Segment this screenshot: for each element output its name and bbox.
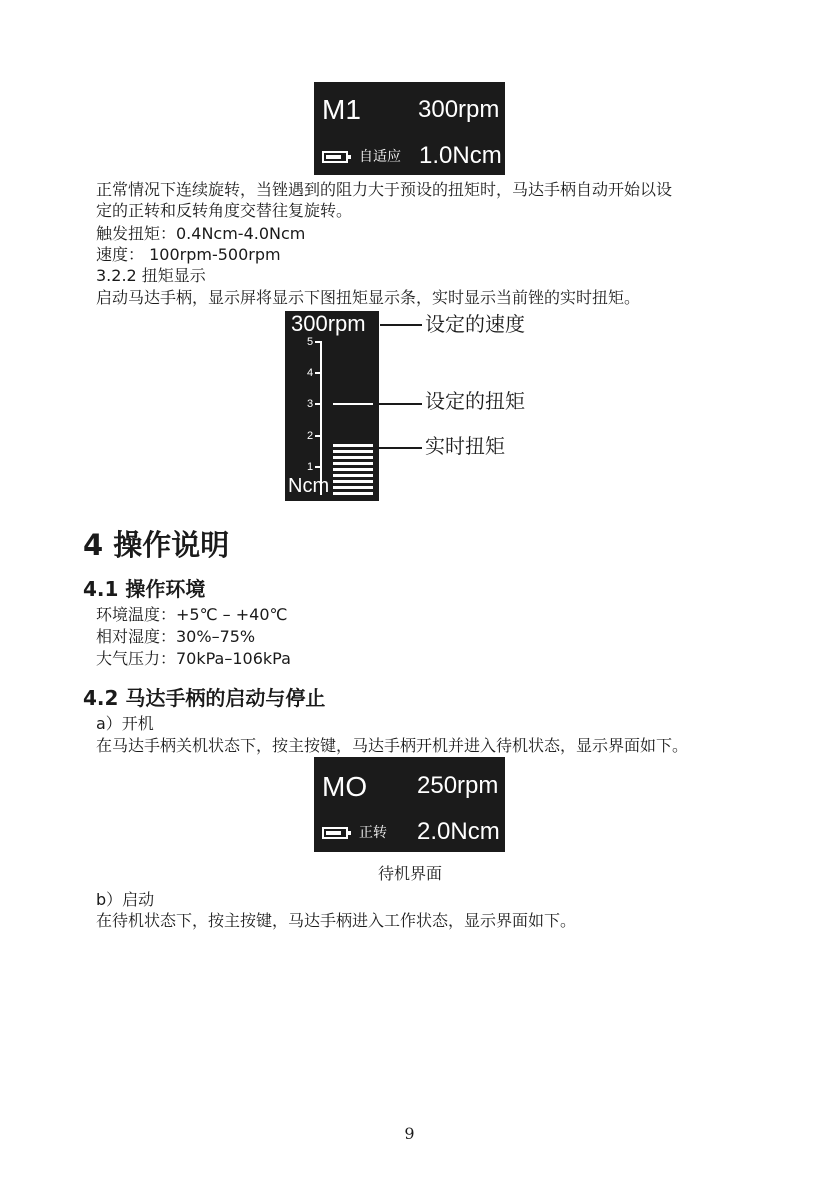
torque-bar-segment <box>333 456 373 459</box>
battery-icon <box>322 827 348 839</box>
heading-4-2: 4.2 马达手柄的启动与停止 <box>83 686 326 710</box>
callout-line-realtime <box>374 447 422 449</box>
env-humidity: 相对湿度：30%–75% <box>96 627 256 646</box>
heading-4: 4 操作说明 <box>83 528 230 562</box>
callout-line-speed <box>380 324 422 326</box>
lcd-display-standby <box>314 757 505 852</box>
heading-4-1: 4.1 操作环境 <box>83 577 206 601</box>
callout-set-torque: 设定的扭矩 <box>425 389 525 413</box>
step-b-label: b）启动 <box>96 890 155 909</box>
trigger-torque: 触发扭矩：0.4Ncm-4.0Ncm <box>96 224 306 243</box>
speed-value: 250rpm <box>417 772 499 799</box>
torque-bar-segment <box>333 450 373 453</box>
scale-tick-label: 2 <box>307 429 314 442</box>
standby-caption: 待机界面 <box>377 864 442 883</box>
callout-line-set-torque <box>374 403 422 405</box>
torque-value: 2.0Ncm <box>417 818 500 845</box>
torque-display-unit: Ncm <box>288 475 330 497</box>
torque-bar-segment <box>333 474 373 477</box>
torque-bar-segment <box>333 462 373 465</box>
realtime-torque-bars <box>285 311 379 501</box>
direction-label: 正转 <box>359 825 387 841</box>
section-heading-322: 3.2.2 扭矩显示 <box>96 266 206 285</box>
callout-set-speed: 设定的速度 <box>425 312 525 336</box>
page-number: 9 <box>404 1124 415 1143</box>
scale-tick-label: 1 <box>307 461 314 473</box>
torque-bar-segment <box>333 468 373 471</box>
scale-tick-label: 4 <box>307 367 314 380</box>
torque-display-panel <box>285 311 379 501</box>
scale-tick-label: 5 <box>307 335 314 348</box>
torque-value: 1.0Ncm <box>419 142 502 169</box>
paragraph-line: 启动马达手柄，显示屏将显示下图扭矩显示条，实时显示当前锉的实时扭矩。 <box>96 288 641 307</box>
step-a-label: a）开机 <box>96 714 154 733</box>
torque-display-speed: 300rpm <box>291 311 366 336</box>
mode-label: M1 <box>322 94 361 125</box>
callout-realtime-torque: 实时扭矩 <box>425 434 505 458</box>
env-pressure: 大气压力：70kPa–106kPa <box>96 649 291 668</box>
battery-icon <box>322 151 348 163</box>
env-temperature: 环境温度：+5℃ – +40℃ <box>96 605 288 624</box>
paragraph-line: 正常情况下连续旋转，当锉遇到的阻力大于预设的扭矩时，马达手柄自动开始以设 <box>96 180 673 199</box>
mode-label: MO <box>322 771 368 802</box>
torque-bar-segment <box>333 492 373 495</box>
lcd-display-m1 <box>314 82 505 175</box>
paragraph-line: 定的正转和反转角度交替往复旋转。 <box>96 201 353 220</box>
step-b-text: 在待机状态下，按主按键，马达手柄进入工作状态，显示界面如下。 <box>96 911 577 930</box>
torque-bar-segment <box>333 444 373 447</box>
torque-bar-segment <box>333 486 373 489</box>
torque-bar-segment <box>333 480 373 483</box>
speed-value: 300rpm <box>418 96 500 123</box>
speed-range: 速度： 100rpm-500rpm <box>96 245 281 264</box>
scale-tick-label: 3 <box>307 398 314 411</box>
step-a-text: 在马达手柄关机状态下，按主按键，马达手柄开机并进入待机状态，显示界面如下。 <box>96 736 689 755</box>
direction-label: 自适应 <box>359 149 401 165</box>
